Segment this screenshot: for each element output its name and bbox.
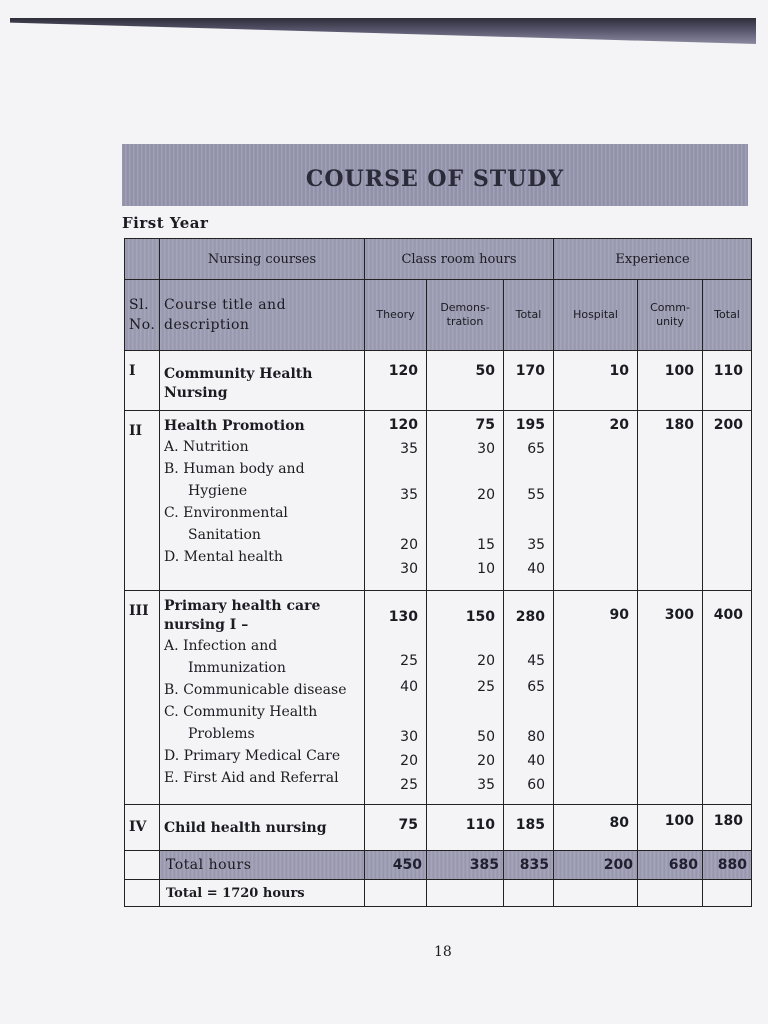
header-blank (125, 239, 160, 280)
section-title-cell (160, 591, 365, 805)
item-demo-value: 50 (477, 729, 495, 745)
exp-total-cell (703, 351, 752, 411)
grand-empty-cell (365, 880, 427, 907)
total-theory: 450 (365, 851, 427, 880)
header-nursing-courses: Nursing courses (160, 239, 365, 280)
item-theory-value: 20 (400, 753, 418, 769)
demo-cell (427, 411, 504, 591)
total-value: 170 (515, 363, 546, 379)
theory-cell (365, 351, 427, 411)
section-sl: II (125, 411, 160, 591)
total-cell (504, 411, 554, 591)
grand-empty-cell (703, 880, 752, 907)
total-value: 195 (515, 417, 546, 433)
item-theory-value: 25 (400, 653, 418, 669)
item-demo-value: 20 (477, 753, 495, 769)
section-row-2 (125, 411, 752, 591)
header-demo-line2: tration (446, 315, 484, 328)
exp-total-cell (703, 805, 752, 851)
demo-value: 110 (465, 817, 495, 833)
section-title-line2: Nursing (164, 385, 228, 401)
section-title: Child health nursing (164, 820, 327, 836)
header-demonstration (427, 280, 504, 351)
list-item: D. Mental health (164, 549, 283, 565)
hospital-value: 80 (609, 815, 630, 831)
course-table (124, 238, 752, 907)
item-total-value: 35 (527, 537, 546, 553)
community-cell (638, 411, 703, 591)
item-theory-value: 25 (400, 777, 418, 793)
item-theory-value: 40 (400, 679, 418, 695)
demo-cell (427, 591, 504, 805)
list-item: A. Nutrition (164, 439, 249, 455)
demo-value: 75 (475, 417, 495, 433)
grand-empty-cell (554, 880, 638, 907)
section-title (164, 357, 362, 403)
hospital-value: 90 (609, 607, 630, 623)
item-total-value: 60 (527, 777, 546, 793)
list-item-cont: Hygiene (188, 483, 248, 499)
exp-total-cell (703, 411, 752, 591)
section-sl: III (125, 591, 160, 805)
exp-total-cell (703, 591, 752, 805)
section-row-3 (125, 591, 752, 805)
total-hours-row (125, 851, 752, 880)
list-item-cont: Immunization (188, 660, 286, 676)
total-hospital: 200 (554, 851, 638, 880)
header-sl-line1: Sl. (129, 297, 150, 313)
total-community: 680 (638, 851, 703, 880)
theory-value: 130 (388, 609, 418, 625)
community-value: 300 (664, 607, 695, 623)
header-course-title (160, 280, 365, 351)
header-sl-no (125, 280, 160, 351)
demo-value: 150 (465, 609, 495, 625)
section-title-line1: Community Health (164, 366, 313, 382)
header-classroom-hours: Class room hours (365, 239, 554, 280)
hospital-cell (554, 351, 638, 411)
community-value: 100 (664, 363, 695, 379)
hospital-cell (554, 591, 638, 805)
section-title-cell (160, 805, 365, 851)
section-title-cell (160, 411, 365, 591)
header-comm-line1: Comm- (650, 301, 690, 314)
item-demo-value: 30 (477, 441, 495, 457)
header-class-total: Total (504, 280, 554, 351)
header-row-columns (125, 280, 752, 351)
section-title-line2: nursing I – (164, 617, 249, 633)
item-demo-value: 20 (477, 487, 495, 503)
grand-empty-cell (504, 880, 554, 907)
total-experience: 880 (703, 851, 752, 880)
community-cell (638, 805, 703, 851)
exp-total-value: 180 (713, 813, 744, 829)
item-demo-value: 25 (477, 679, 495, 695)
section-sl: IV (125, 805, 160, 851)
item-theory-value: 30 (400, 561, 418, 577)
item-demo-value: 20 (477, 653, 495, 669)
section-row-1 (125, 351, 752, 411)
page-title: COURSE OF STUDY (305, 166, 565, 192)
list-item: B. Human body and (164, 461, 305, 477)
community-value: 100 (664, 813, 695, 829)
theory-value: 120 (388, 417, 418, 433)
header-experience-total: Total (703, 280, 752, 351)
demo-value: 50 (475, 363, 495, 379)
list-item: C. Environmental (164, 505, 288, 521)
header-theory: Theory (365, 280, 427, 351)
exp-total-value: 400 (713, 607, 744, 623)
title-banner (122, 144, 748, 206)
theory-cell (365, 411, 427, 591)
item-total-value: 40 (527, 561, 546, 577)
community-cell (638, 351, 703, 411)
demo-cell (427, 351, 504, 411)
header-hospital: Hospital (554, 280, 638, 351)
community-value: 180 (664, 417, 695, 433)
list-item: A. Infection and (164, 638, 278, 654)
total-hours-label: Total hours (160, 851, 365, 880)
theory-value: 120 (388, 363, 418, 379)
grand-empty-cell (427, 880, 504, 907)
header-demo-line1: Demons- (440, 301, 490, 314)
exp-total-value: 110 (713, 363, 744, 379)
item-demo-value: 35 (477, 777, 495, 793)
total-blank (125, 851, 160, 880)
total-cell (504, 351, 554, 411)
grand-total-label: Total = 1720 hours (160, 880, 365, 907)
community-cell (638, 591, 703, 805)
section-title (164, 597, 362, 635)
total-value: 185 (515, 817, 546, 833)
header-experience: Experience (554, 239, 752, 280)
exp-total-value: 200 (713, 417, 744, 433)
item-total-value: 65 (527, 441, 546, 457)
section-title-cell (160, 351, 365, 411)
theory-cell (365, 591, 427, 805)
header-course-line1: Course title and (164, 297, 287, 313)
list-item: B. Communicable disease (164, 682, 347, 698)
theory-cell (365, 805, 427, 851)
item-theory-value: 35 (400, 487, 418, 503)
hospital-value: 20 (609, 417, 630, 433)
page-number: 18 (434, 944, 452, 960)
demo-cell (427, 805, 504, 851)
year-label: First Year (122, 214, 209, 232)
grand-blank (125, 880, 160, 907)
theory-value: 75 (398, 817, 418, 833)
item-total-value: 40 (527, 753, 546, 769)
item-total-value: 55 (527, 487, 546, 503)
list-item: E. First Aid and Referral (164, 770, 339, 786)
list-item-cont: Problems (188, 726, 255, 742)
grand-total-row (125, 880, 752, 907)
item-total-value: 45 (527, 653, 546, 669)
total-cell (504, 591, 554, 805)
hospital-cell (554, 805, 638, 851)
header-sl-line2: No. (129, 317, 156, 333)
total-demo: 385 (427, 851, 504, 880)
section-sl: I (125, 351, 160, 411)
item-total-value: 65 (527, 679, 546, 695)
item-total-value: 80 (527, 729, 546, 745)
list-item: C. Community Health (164, 704, 318, 720)
top-scan-bar (10, 18, 756, 44)
header-comm-line2: unity (656, 315, 684, 328)
list-item-cont: Sanitation (188, 527, 261, 543)
section-title: Health Promotion (164, 418, 305, 434)
section-title-line1: Primary health care (164, 598, 321, 614)
hospital-value: 10 (609, 363, 630, 379)
section-row-4 (125, 805, 752, 851)
item-theory-value: 30 (400, 729, 418, 745)
item-demo-value: 15 (477, 537, 495, 553)
total-value: 280 (515, 609, 546, 625)
item-demo-value: 10 (477, 561, 495, 577)
grand-empty-cell (638, 880, 703, 907)
header-community (638, 280, 703, 351)
item-theory-value: 20 (400, 537, 418, 553)
item-theory-value: 35 (400, 441, 418, 457)
total-cell (504, 805, 554, 851)
header-row-groups (125, 239, 752, 280)
total-class: 835 (504, 851, 554, 880)
list-item: D. Primary Medical Care (164, 748, 341, 764)
hospital-cell (554, 411, 638, 591)
header-course-line2: description (164, 317, 250, 333)
